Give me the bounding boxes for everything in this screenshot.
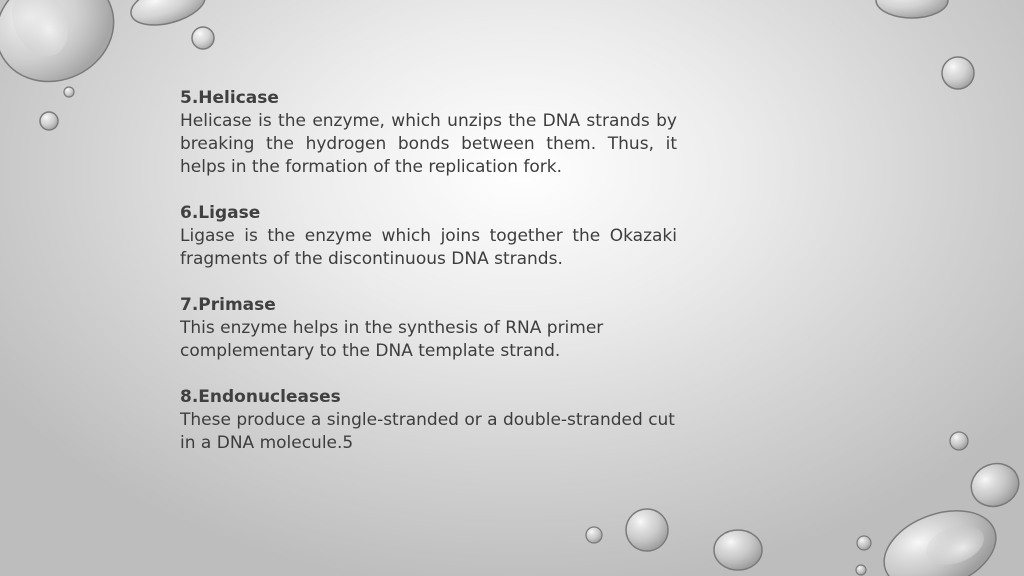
drop-small-1 xyxy=(192,27,214,49)
drop-bottom-right-medium xyxy=(965,457,1024,513)
slide-content xyxy=(180,87,677,478)
drop-small-2 xyxy=(64,87,74,97)
drop-small-5 xyxy=(950,432,968,450)
drop-top-right xyxy=(876,0,948,18)
drop-top-left-medium xyxy=(127,0,210,32)
drop-bottom-right-large xyxy=(873,496,1007,576)
drop-bottom-center-large xyxy=(714,530,762,570)
section-helicase xyxy=(180,87,677,179)
section-ligase xyxy=(180,202,677,271)
section-body: These produce a single-stranded or a double-stranded cut in a DNA molecule.5 xyxy=(180,410,675,453)
section-heading: 7.Primase xyxy=(180,295,276,315)
drop-small-6 xyxy=(857,536,871,550)
section-body: Ligase is the enzyme which joins together the Okazaki fragments of the discontinuous DNA strands. xyxy=(180,226,677,269)
section-body: Helicase is the enzyme, which unzips the DNA strands by breaking the hydrogen bonds between them. Thus, it helps in the formation of the replication fork. xyxy=(180,111,677,177)
section-body: This enzyme helps in the synthesis of RNA primer complementary to the DNA template strand. xyxy=(180,318,604,361)
drop-small-4 xyxy=(942,57,974,89)
drop-small-3 xyxy=(40,112,58,130)
drop-small-9 xyxy=(586,527,602,543)
section-primase xyxy=(180,294,677,363)
drop-small-7 xyxy=(856,565,866,575)
section-endonucleases xyxy=(180,386,677,455)
section-heading: 5.Helicase xyxy=(180,88,279,108)
section-heading: 6.Ligase xyxy=(180,203,261,223)
drop-small-8 xyxy=(626,509,668,551)
section-heading: 8.Endonucleases xyxy=(180,387,341,407)
drop-top-left-large xyxy=(0,0,131,100)
